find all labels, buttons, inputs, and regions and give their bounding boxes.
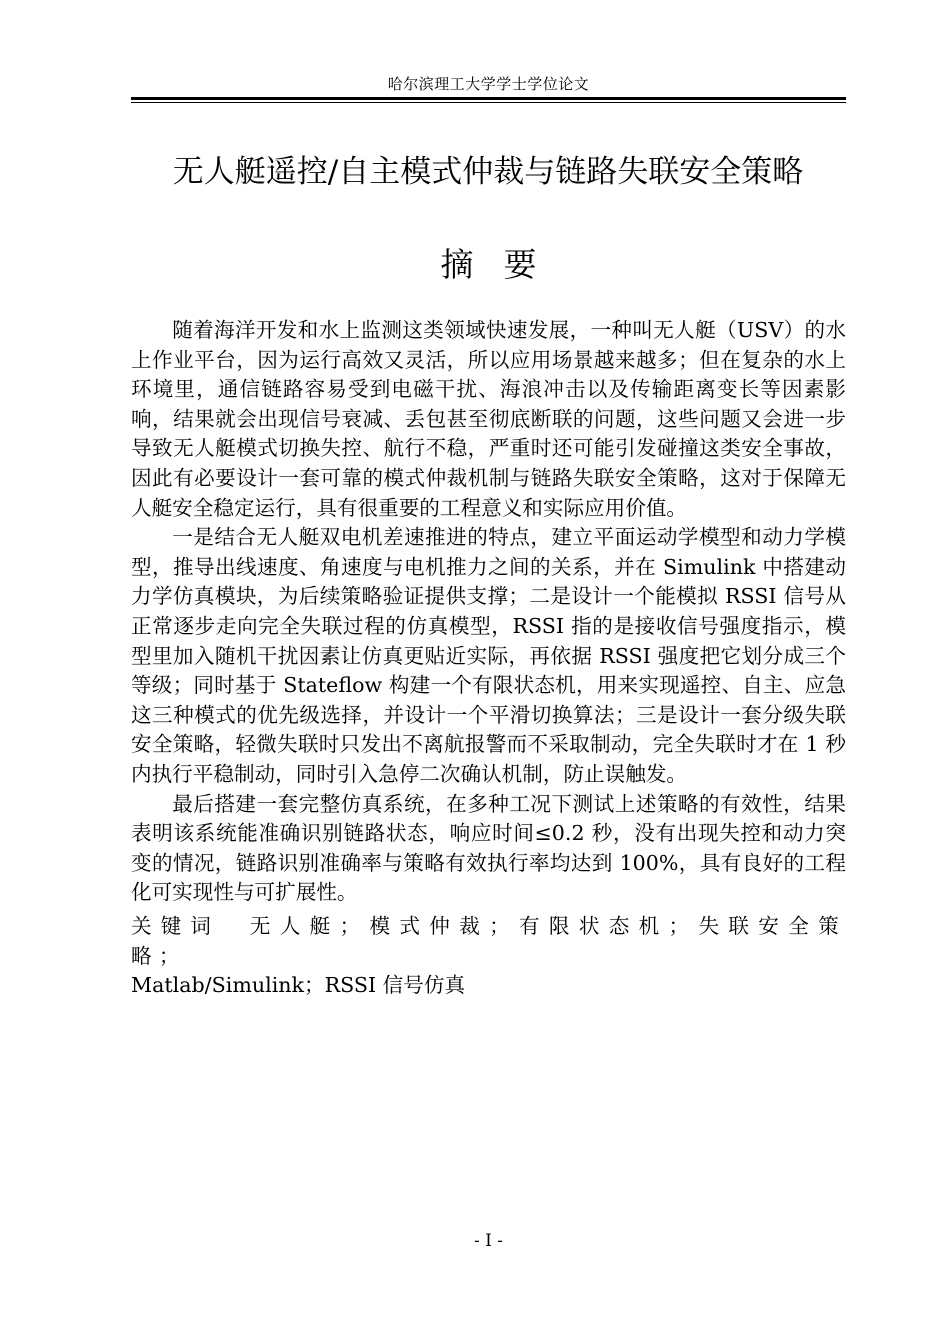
- abstract-paragraph-3: 最后搭建一套完整仿真系统，在多种工况下测试上述策略的有效性，结果表明该系统能准确识别链路状态，响应时间≤0.2 秒，没有出现失控和动力突变的情况，链路识别准确率与策略有效执行率均达到 100%，具有良好的工程化可实现性与可扩展性。: [131, 791, 846, 905]
- abstract-body: [131, 316, 846, 908]
- header-rule-thick: [131, 97, 846, 100]
- running-header: 哈尔滨理工大学学士学位论文: [387, 75, 590, 93]
- thesis-title: 无人艇遥控/自主模式仲裁与链路失联安全策略: [172, 154, 804, 190]
- header-rule-thin: [131, 102, 846, 103]
- keywords-label: 关键词: [131, 914, 220, 938]
- page-number: - I -: [473, 1231, 503, 1251]
- keywords-block: [131, 912, 846, 1001]
- keywords-line-1: 无人艇；模式仲裁；有限状态机；失联安全策略；: [131, 914, 846, 968]
- keywords-line-2: Matlab/Simulink；RSSI 信号仿真: [131, 973, 466, 998]
- abstract-heading: 摘要: [440, 245, 567, 284]
- abstract-paragraph-2: 一是结合无人艇双电机差速推进的特点，建立平面运动学模型和动力学模型，推导出线速度、角速度与电机推力之间的关系，并在 Simulink 中搭建动力学仿真模块，为后续策略验证提供支撑；二是设计一个能模拟 RSSI 信号从正常逐步走向完全失联过程的仿真模型，RSSI 指的是接收信号强度指示，模型里加入随机干扰因素让仿真更贴近实际，再依据 RSSI 强度把它划分成三个等级；同时基于 Stateflow 构建一个有限状态机，用来实现遥控、自主、应急这三种模式的优先级选择，并设计一个平滑切换算法；三是设计一套分级失联安全策略，轻微失联时只发出不离航报警而不采取制动，完全失联时才在 1 秒内执行平稳制动，同时引入急停二次确认机制，防止误触发。: [131, 525, 846, 786]
- abstract-paragraph-1: 随着海洋开发和水上监测这类领域快速发展，一种叫无人艇（USV）的水上作业平台，因为运行高效又灵活，所以应用场景越来越多；但在复杂的水上环境里，通信链路容易受到电磁干扰、海浪冲击以及传输距离变长等因素影响，结果就会出现信号衰减、丢包甚至彻底断联的问题，这些问题又会进一步导致无人艇模式切换失控、航行不稳，严重时还可能引发碰撞这类安全事故，因此有必要设计一套可靠的模式仲裁机制与链路失联安全策略，这对于保障无人艇安全稳定运行，具有很重要的工程意义和实际应用价值。: [131, 318, 846, 520]
